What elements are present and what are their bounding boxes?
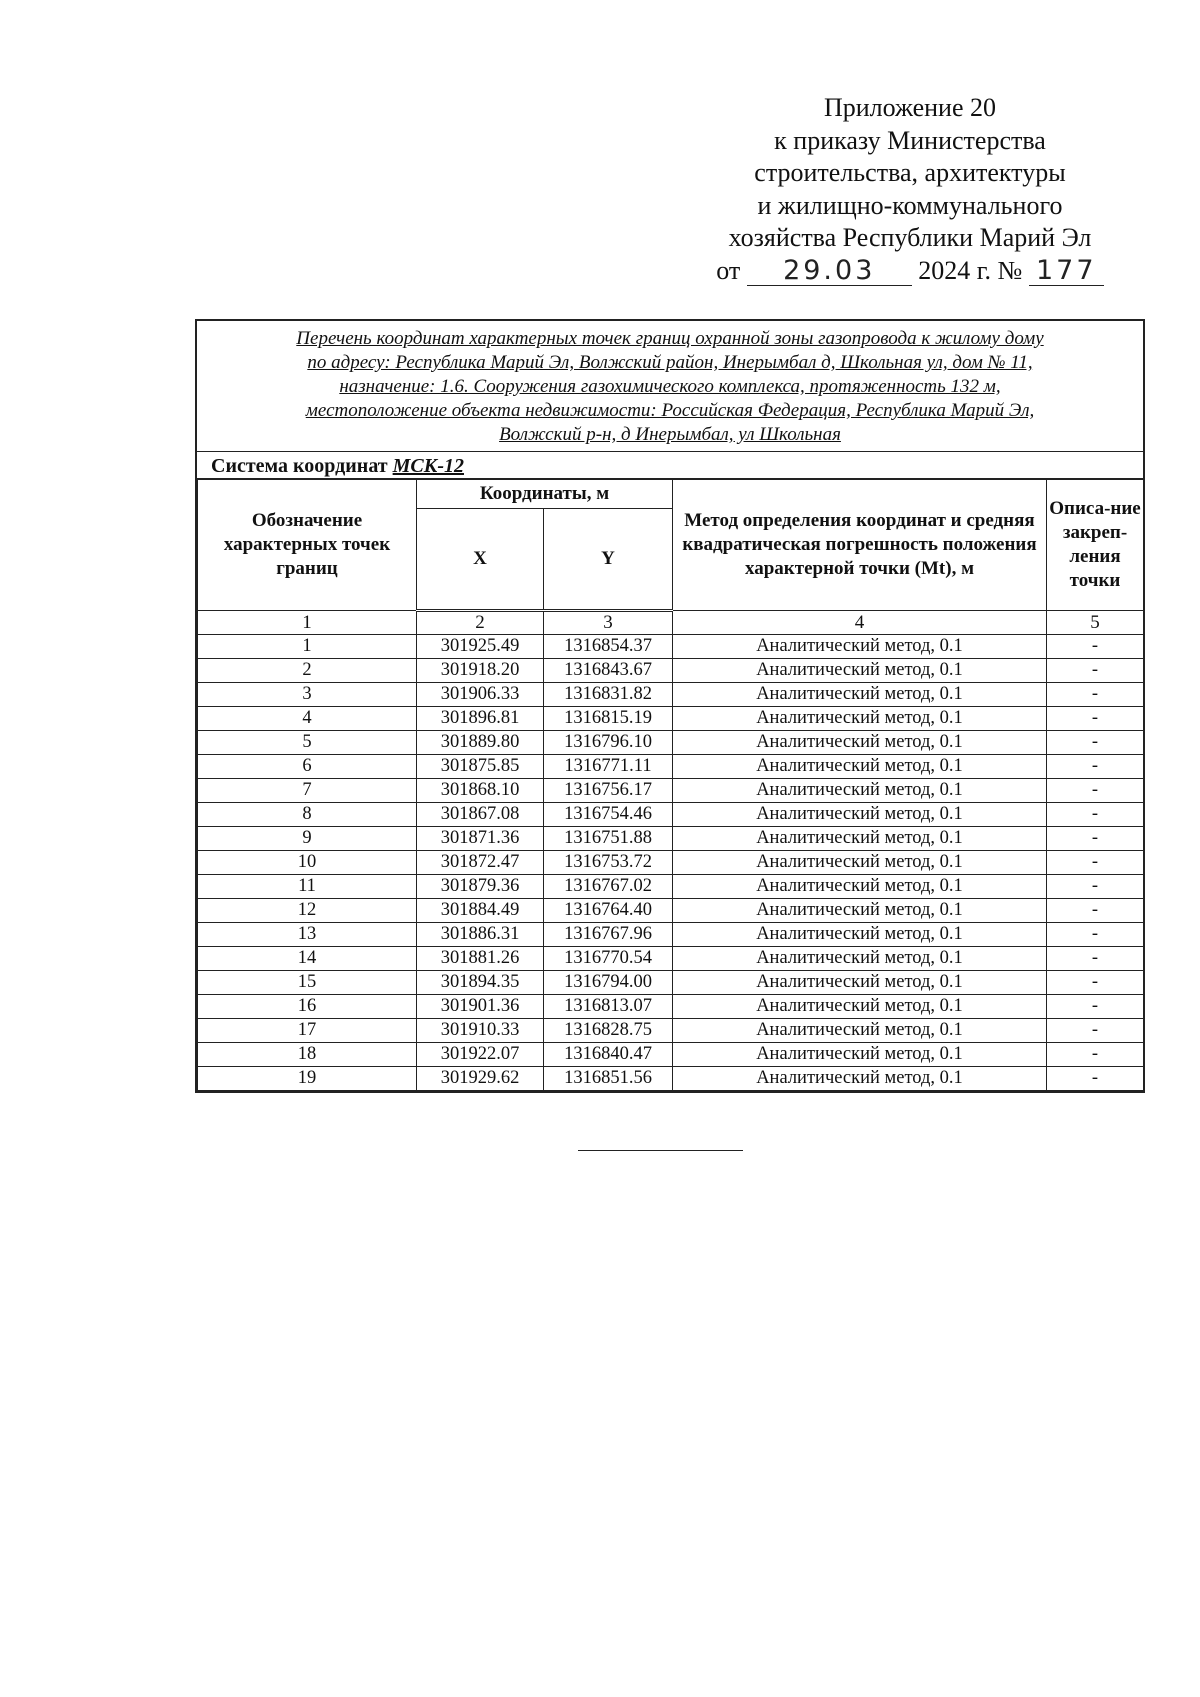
point-number-cell: 16 [198,995,417,1019]
y-coordinate-cell: 1316794.00 [544,971,673,995]
header-designation: Обозначение характерных точек границ [198,480,417,611]
description-cell: - [1047,971,1144,995]
x-coordinate-cell: 301929.62 [417,1067,544,1091]
table-row [198,635,1144,659]
point-number-cell: 11 [198,875,417,899]
y-coordinate-cell: 1316771.11 [544,755,673,779]
x-coordinate-cell: 301879.36 [417,875,544,899]
description-cell: - [1047,683,1144,707]
method-cell: Аналитический метод, 0.1 [673,779,1047,803]
description-cell: - [1047,995,1144,1019]
table-row [198,899,1144,923]
method-cell: Аналитический метод, 0.1 [673,827,1047,851]
x-coordinate-cell: 301910.33 [417,1019,544,1043]
description-cell: - [1047,851,1144,875]
x-coordinate-cell: 301901.36 [417,995,544,1019]
x-coordinate-cell: 301871.36 [417,827,544,851]
column-number: 2 [417,611,544,635]
table-row [198,779,1144,803]
description-cell: - [1047,755,1144,779]
order-date-line [690,255,1130,288]
table-row [198,923,1144,947]
method-cell: Аналитический метод, 0.1 [673,635,1047,659]
table-row [198,947,1144,971]
x-coordinate-cell: 301875.85 [417,755,544,779]
table-row [198,731,1144,755]
coordinates-table [197,479,1144,1091]
point-number-cell: 12 [198,899,417,923]
table-row [198,851,1144,875]
method-cell: Аналитический метод, 0.1 [673,1043,1047,1067]
x-coordinate-cell: 301925.49 [417,635,544,659]
order-date-field [747,254,912,286]
method-cell: Аналитический метод, 0.1 [673,875,1047,899]
description-cell: - [1047,659,1144,683]
x-coordinate-cell: 301896.81 [417,707,544,731]
point-number-cell: 19 [198,1067,417,1091]
table-row [198,683,1144,707]
method-cell: Аналитический метод, 0.1 [673,707,1047,731]
y-coordinate-cell: 1316840.47 [544,1043,673,1067]
description-cell: - [1047,875,1144,899]
description-cell: - [1047,707,1144,731]
x-coordinate-cell: 301868.10 [417,779,544,803]
y-coordinate-cell: 1316831.82 [544,683,673,707]
caption-line: Перечень координат характерных точек границ охранной зоны газопровода к жилому дому [296,328,1044,349]
table-row [198,755,1144,779]
method-cell: Аналитический метод, 0.1 [673,731,1047,755]
method-cell: Аналитический метод, 0.1 [673,899,1047,923]
coordinate-system [197,452,1143,479]
column-number: 3 [544,611,673,635]
table-row [198,1043,1144,1067]
point-number-cell: 17 [198,1019,417,1043]
appendix-line: Приложение 20 [823,93,997,122]
point-number-cell: 13 [198,923,417,947]
point-number-cell: 6 [198,755,417,779]
y-coordinate-cell: 1316843.67 [544,659,673,683]
appendix-header [690,92,1130,287]
description-cell: - [1047,635,1144,659]
method-cell: Аналитический метод, 0.1 [673,683,1047,707]
header-y: Y [544,509,673,611]
x-coordinate-cell: 301889.80 [417,731,544,755]
point-number-cell: 1 [198,635,417,659]
y-coordinate-cell: 1316751.88 [544,827,673,851]
y-coordinate-cell: 1316756.17 [544,779,673,803]
y-coordinate-cell: 1316815.19 [544,707,673,731]
method-cell: Аналитический метод, 0.1 [673,1019,1047,1043]
point-number-cell: 5 [198,731,417,755]
y-coordinate-cell: 1316813.07 [544,995,673,1019]
column-number: 4 [673,611,1047,635]
table-row [198,995,1144,1019]
year-text: 2024 г. № [918,255,1023,285]
column-number: 1 [198,611,417,635]
header-x: X [417,509,544,611]
y-coordinate-cell: 1316754.46 [544,803,673,827]
y-coordinate-cell: 1316796.10 [544,731,673,755]
table-caption [197,321,1143,452]
description-cell: - [1047,803,1144,827]
x-coordinate-cell: 301918.20 [417,659,544,683]
y-coordinate-cell: 1316770.54 [544,947,673,971]
point-number-cell: 3 [198,683,417,707]
point-number-cell: 4 [198,707,417,731]
point-number-cell: 7 [198,779,417,803]
x-coordinate-cell: 301881.26 [417,947,544,971]
description-cell: - [1047,731,1144,755]
x-coordinate-cell: 301886.31 [417,923,544,947]
description-cell: - [1047,779,1144,803]
point-number-cell: 15 [198,971,417,995]
table-row [198,1019,1144,1043]
caption-line: по адресу: Республика Марий Эл, Волжский район, Инерымбал д, Школьная ул, дом № 11, [307,352,1033,373]
appendix-line: строительства, архитектуры [754,158,1066,187]
method-cell: Аналитический метод, 0.1 [673,659,1047,683]
order-number-field [1029,254,1104,286]
date-prefix: от [716,255,741,285]
point-number-cell: 8 [198,803,417,827]
handwritten-number: 177 [1036,254,1097,286]
description-cell: - [1047,1019,1144,1043]
y-coordinate-cell: 1316828.75 [544,1019,673,1043]
header-method: Метод определения координат и средняя квадратическая погрешность положения характерной точки (Mt), м [673,480,1047,611]
point-number-cell: 18 [198,1043,417,1067]
table-row [198,803,1144,827]
coordinates-sheet [195,319,1145,1093]
y-coordinate-cell: 1316767.96 [544,923,673,947]
description-cell: - [1047,947,1144,971]
point-number-cell: 2 [198,659,417,683]
description-cell: - [1047,827,1144,851]
table-row [198,971,1144,995]
method-cell: Аналитический метод, 0.1 [673,995,1047,1019]
closing-rule [578,1150,743,1151]
y-coordinate-cell: 1316764.40 [544,899,673,923]
table-row [198,659,1144,683]
x-coordinate-cell: 301884.49 [417,899,544,923]
x-coordinate-cell: 301922.07 [417,1043,544,1067]
y-coordinate-cell: 1316767.02 [544,875,673,899]
column-number-row [198,611,1144,635]
appendix-line: и жилищно-коммунального [757,190,1063,220]
description-cell: - [1047,923,1144,947]
x-coordinate-cell: 301906.33 [417,683,544,707]
table-body [198,611,1144,1091]
table-row [198,827,1144,851]
crs-label: Система координат [211,455,388,477]
table-row [198,707,1144,731]
y-coordinate-cell: 1316854.37 [544,635,673,659]
table-row [198,1067,1144,1091]
method-cell: Аналитический метод, 0.1 [673,851,1047,875]
crs-name: МСК-12 [392,455,464,477]
method-cell: Аналитический метод, 0.1 [673,755,1047,779]
point-number-cell: 9 [198,827,417,851]
point-number-cell: 10 [198,851,417,875]
caption-line: назначение: 1.6. Сооружения газохимического комплекса, протяженность 132 м, [339,376,1001,397]
description-cell: - [1047,1043,1144,1067]
y-coordinate-cell: 1316753.72 [544,851,673,875]
description-cell: - [1047,899,1144,923]
x-coordinate-cell: 301894.35 [417,971,544,995]
x-coordinate-cell: 301872.47 [417,851,544,875]
table-row [198,875,1144,899]
x-coordinate-cell: 301867.08 [417,803,544,827]
caption-line: Волжский р-н, д Инерымбал, ул Школьная [499,424,841,445]
header-coordinates: Координаты, м [417,480,673,509]
description-cell: - [1047,1067,1144,1091]
method-cell: Аналитический метод, 0.1 [673,947,1047,971]
y-coordinate-cell: 1316851.56 [544,1067,673,1091]
appendix-line: хозяйства Республики Марий Эл [728,223,1092,252]
caption-line: местоположение объекта недвижимости: Российская Федерация, Республика Марий Эл, [305,400,1035,421]
handwritten-date: 29.03 [783,254,876,286]
method-cell: Аналитический метод, 0.1 [673,971,1047,995]
appendix-line: к приказу Министерства [774,125,1046,155]
method-cell: Аналитический метод, 0.1 [673,803,1047,827]
header-description: Описа-ние закреп-ления точки [1047,480,1144,611]
point-number-cell: 14 [198,947,417,971]
method-cell: Аналитический метод, 0.1 [673,923,1047,947]
method-cell: Аналитический метод, 0.1 [673,1067,1047,1091]
column-number: 5 [1047,611,1144,635]
